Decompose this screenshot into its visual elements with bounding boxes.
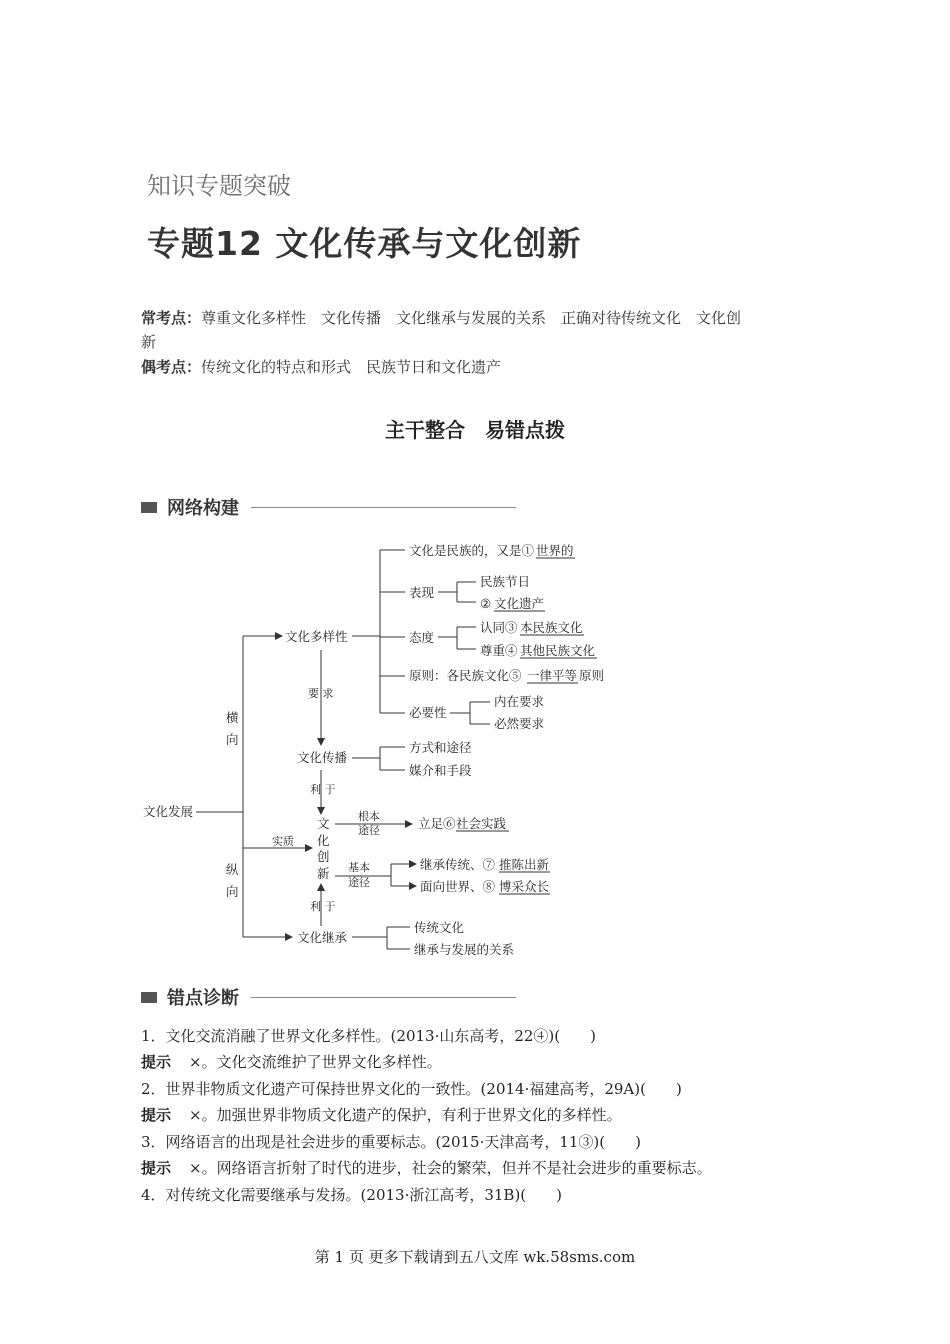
fill-answer-8: 博采众长: [499, 879, 550, 894]
hint-label: 提示: [141, 1053, 172, 1071]
common-points-line-2: 新: [141, 333, 157, 351]
basic-item-2-prefix: 面向世界、⑧: [420, 879, 496, 894]
spread-item-1: 方式和途径: [409, 740, 472, 755]
square-bullet-icon: [141, 502, 157, 513]
root-node: 文化发展: [143, 804, 194, 819]
square-bullet-icon: [141, 992, 157, 1003]
principle-prefix: 原则：各民族文化⑤: [409, 668, 522, 683]
require-label: 要 求: [308, 687, 334, 700]
innovation-char-3: 创: [317, 849, 330, 864]
basic-path-label-2: 途径: [348, 876, 370, 889]
attitude-item-1-prefix: 认同③: [480, 620, 518, 635]
common-points-text: 尊重文化多样性 文化传播 文化继承与发展的关系 正确对待传统文化 文化创: [201, 309, 742, 327]
fill-answer-5: 一律平等: [527, 668, 578, 683]
root-result-prefix: 立足⑥: [418, 816, 456, 831]
heading-rule: [251, 507, 516, 508]
series-label: 知识专题突破: [147, 172, 291, 200]
page-footer: 第 1 页 更多下载请到五八文库 wk.58sms.com: [314, 1248, 636, 1266]
attitude-node: 态度: [409, 630, 435, 645]
hint-label: 提示: [141, 1159, 172, 1177]
diversity-node: 文化多样性: [285, 629, 348, 644]
vertical-label-1: 纵: [226, 862, 239, 877]
fill-answer-6: 社会实践: [456, 816, 507, 831]
question-3: 3．网络语言的出现是社会进步的重要标志。(2015·天津高考，11③)( ): [141, 1133, 641, 1151]
inherit-item-1: 传统文化: [414, 920, 465, 935]
spread-item-2: 媒介和手段: [409, 763, 472, 778]
inherit-item-2: 继承与发展的关系: [414, 942, 515, 957]
basic-item-1-prefix: 继承传统、⑦: [420, 857, 496, 872]
hint-3: [141, 1157, 712, 1178]
diversity-item-1-prefix: 文化是民族的，又是①: [409, 543, 535, 558]
innovation-char-4: 新: [317, 866, 330, 881]
heading-rule: [251, 997, 516, 998]
benefit-label-2: 利 于: [310, 900, 336, 913]
question-1: 1．文化交流消融了世界文化多样性。(2013·山东高考，22④)( ): [141, 1027, 596, 1045]
common-points-label: 常考点：: [141, 309, 202, 327]
benefit-label-1: 利 于: [310, 783, 336, 796]
occasional-points-label: 偶考点：: [141, 358, 202, 376]
hint-text: ×。加强世界非物质文化遗产的保护，有利于世界文化的多样性。: [189, 1106, 622, 1124]
page-title: 专题12 文化传承与文化创新: [147, 224, 582, 263]
hint-text: ×。文化交流维护了世界文化多样性。: [189, 1053, 442, 1071]
fill-answer-2: 文化遗产: [494, 596, 545, 611]
section-heading: 主干整合 易错点拨: [385, 418, 565, 442]
knowledge-network-diagram: [0, 530, 950, 970]
common-points-line: [141, 307, 741, 328]
necessity-node: 必要性: [409, 705, 447, 720]
attitude-item-2-prefix: 尊重④: [480, 643, 518, 658]
occasional-points-text: 传统文化的特点和形式 民族节日和文化遗产: [201, 358, 502, 376]
show-item-2-prefix: ②: [480, 596, 492, 611]
essence-label: 实质: [272, 835, 294, 848]
network-heading-label: 网络构建: [167, 498, 239, 519]
question-2: 2．世界非物质文化遗产可保持世界文化的一致性。(2014·福建高考，29A)( ): [141, 1080, 682, 1098]
basic-path-label-1: 基本: [348, 861, 370, 874]
horizontal-label-2: 向: [226, 732, 239, 747]
hint-text: ×。网络语言折射了时代的进步，社会的繁荣，但并不是社会进步的重要标志。: [189, 1159, 712, 1177]
innovation-char-2: 化: [317, 833, 330, 848]
show-node: 表现: [409, 585, 435, 600]
fill-answer-3: 本民族文化: [520, 620, 583, 635]
network-heading: [141, 494, 516, 520]
root-path-label-1: 根本: [358, 810, 380, 823]
horizontal-label-1: 横: [226, 710, 239, 725]
principle-suffix: 原则: [579, 668, 605, 683]
root-path-label-2: 途径: [358, 824, 380, 837]
necessity-item-2: 必然要求: [494, 716, 545, 731]
inherit-node: 文化继承: [297, 930, 348, 945]
question-4: 4．对传统文化需要继承与发扬。(2013·浙江高考，31B)( ): [141, 1186, 563, 1204]
vertical-label-2: 向: [226, 884, 239, 899]
hint-label: 提示: [141, 1106, 172, 1124]
necessity-item-1: 内在要求: [494, 694, 545, 709]
errors-heading: [141, 984, 516, 1010]
fill-answer-7: 推陈出新: [499, 857, 550, 872]
errors-heading-label: 错点诊断: [167, 988, 239, 1009]
fill-answer-4: 其他民族文化: [520, 643, 596, 658]
show-item-1: 民族节日: [480, 574, 531, 589]
hint-2: [141, 1104, 622, 1125]
innovation-char-1: 文: [317, 816, 330, 831]
hint-1: [141, 1051, 442, 1072]
fill-answer-1: 世界的: [536, 543, 574, 558]
spread-node: 文化传播: [297, 750, 348, 765]
occasional-points-line: [141, 356, 501, 377]
